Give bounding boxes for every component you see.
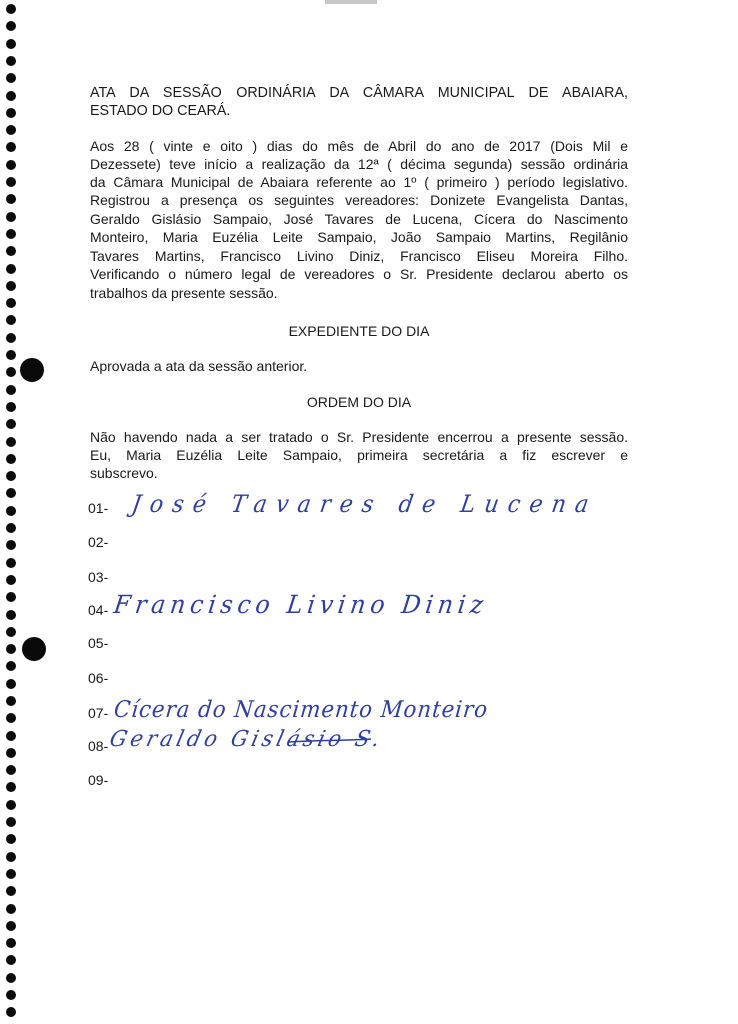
binding-hole — [6, 610, 16, 620]
binding-hole — [6, 298, 16, 308]
ordem-heading: ORDEM DO DIA — [306, 394, 412, 410]
closing-line: Eu, Maria Euzélia Leite Sampaio, primeira secretária a fiz escrever e — [90, 447, 628, 463]
binding-hole — [6, 886, 16, 896]
binding-hole — [6, 125, 16, 135]
binding-hole — [6, 852, 16, 862]
binding-hole — [6, 142, 16, 152]
binding-hole — [6, 246, 16, 256]
paragraph-line: Monteiro, Maria Euzélia Leite Sampaio, João Sampaio Martins, Regilânio — [90, 229, 628, 245]
binding-hole — [6, 731, 16, 741]
binding-hole — [6, 696, 16, 706]
binding-hole — [6, 281, 16, 291]
binding-hole — [6, 471, 16, 481]
signature-07: Cícera do Nascimento Monteiro — [112, 697, 490, 723]
binding-hole — [6, 834, 16, 844]
binding-hole — [6, 713, 16, 723]
signature-label: 01- — [88, 500, 109, 516]
binding-hole — [6, 367, 16, 377]
signature-label: 05- — [88, 635, 109, 651]
binding-hole — [6, 454, 16, 464]
binding-hole — [6, 194, 16, 204]
expediente-heading: EXPEDIENTE DO DIA — [288, 323, 430, 339]
binding-hole — [6, 990, 16, 1000]
paragraph-line: Registrou a presença os seguintes vereadores: Donizete Evangelista Dantas, — [90, 192, 628, 208]
binding-hole — [6, 540, 16, 550]
binding-hole — [6, 523, 16, 533]
binding-hole — [6, 177, 16, 187]
binding-hole — [6, 1007, 16, 1017]
binding-hole — [6, 212, 16, 222]
binding-hole — [6, 229, 16, 239]
binding-hole — [6, 938, 16, 948]
binding-hole — [6, 419, 16, 429]
binding-hole — [6, 869, 16, 879]
binding-holes — [0, 0, 30, 1024]
binding-hole — [6, 91, 16, 101]
binding-hole — [6, 955, 16, 965]
binding-hole — [6, 39, 16, 49]
binding-hole — [6, 437, 16, 447]
expediente-text: Aprovada a ata da sessão anterior. — [90, 358, 308, 374]
signature-label: 02- — [88, 534, 109, 550]
binding-hole — [6, 782, 16, 792]
document-title-line2: ESTADO DO CEARÁ. — [90, 103, 231, 119]
paragraph-line: da Câmara Municipal de Abaiara referente ao 1º ( primeiro ) período legislativo. — [90, 174, 628, 190]
paragraph-line: Verificando o número legal de vereadores o Sr. Presidente declarou aberto os — [90, 266, 628, 282]
binding-hole — [6, 921, 16, 931]
binding-hole — [6, 973, 16, 983]
binding-hole — [6, 385, 16, 395]
paragraph-line: Aos 28 ( vinte e oito ) dias do mês de Abril do ano de 2017 (Dois Mil e — [90, 138, 628, 154]
closing-line: subscrevo. — [90, 465, 158, 481]
signature-04: Francisco Livino Diniz — [112, 590, 490, 619]
closing-line: Não havendo nada a ser tratado o Sr. Presidente encerrou a presente sessão. — [90, 429, 628, 445]
signature-label: 09- — [88, 772, 109, 788]
punch-hole — [22, 637, 46, 661]
signature-label: 08- — [88, 738, 109, 754]
signature-label: 04- — [88, 602, 109, 618]
document-title: ATA DA SESSÃO ORDINÁRIA DA CÂMARA MUNICIPAL DE ABAIARA, — [90, 85, 628, 101]
binding-hole — [6, 627, 16, 637]
binding-hole — [6, 333, 16, 343]
binding-hole — [6, 592, 16, 602]
paragraph-line: Tavares Martins, Francisco Livino Diniz, Francisco Eliseu Moreira Filho. — [90, 248, 628, 264]
binding-hole — [6, 315, 16, 325]
binding-hole — [6, 506, 16, 516]
signature-label: 07- — [88, 705, 109, 721]
punch-hole — [20, 358, 44, 382]
signature-label: 06- — [88, 670, 109, 686]
paragraph-line: trabalhos da presente sessão. — [90, 285, 278, 301]
binding-hole — [6, 644, 16, 654]
signature-08: Geraldo Gislásio S. — [107, 727, 387, 752]
binding-hole — [6, 817, 16, 827]
signature-08-stroke — [285, 730, 375, 750]
binding-hole — [6, 748, 16, 758]
paragraph-line: Geraldo Gislásio Sampaio, José Tavares de Lucena, Cícera do Nascimento — [90, 211, 628, 227]
signature-01: José Tavares de Lucena — [129, 490, 600, 518]
binding-hole — [6, 402, 16, 412]
signature-label: 03- — [88, 569, 109, 585]
binding-hole — [6, 264, 16, 274]
binding-hole — [6, 160, 16, 170]
binding-hole — [6, 488, 16, 498]
binding-hole — [6, 679, 16, 689]
binding-hole — [6, 904, 16, 914]
binding-hole — [6, 4, 16, 14]
binding-hole — [6, 558, 16, 568]
binding-hole — [6, 575, 16, 585]
binding-hole — [6, 765, 16, 775]
binding-hole — [6, 800, 16, 810]
binding-hole — [6, 56, 16, 66]
binding-hole — [6, 350, 16, 360]
binding-hole — [6, 21, 16, 31]
binding-hole — [6, 661, 16, 671]
binding-hole — [6, 108, 16, 118]
paragraph-line: Dezessete) teve início a realização da 12ª ( décima segunda) sessão ordinária — [90, 156, 628, 172]
binding-hole — [6, 73, 16, 83]
top-edge-mark — [325, 0, 377, 4]
